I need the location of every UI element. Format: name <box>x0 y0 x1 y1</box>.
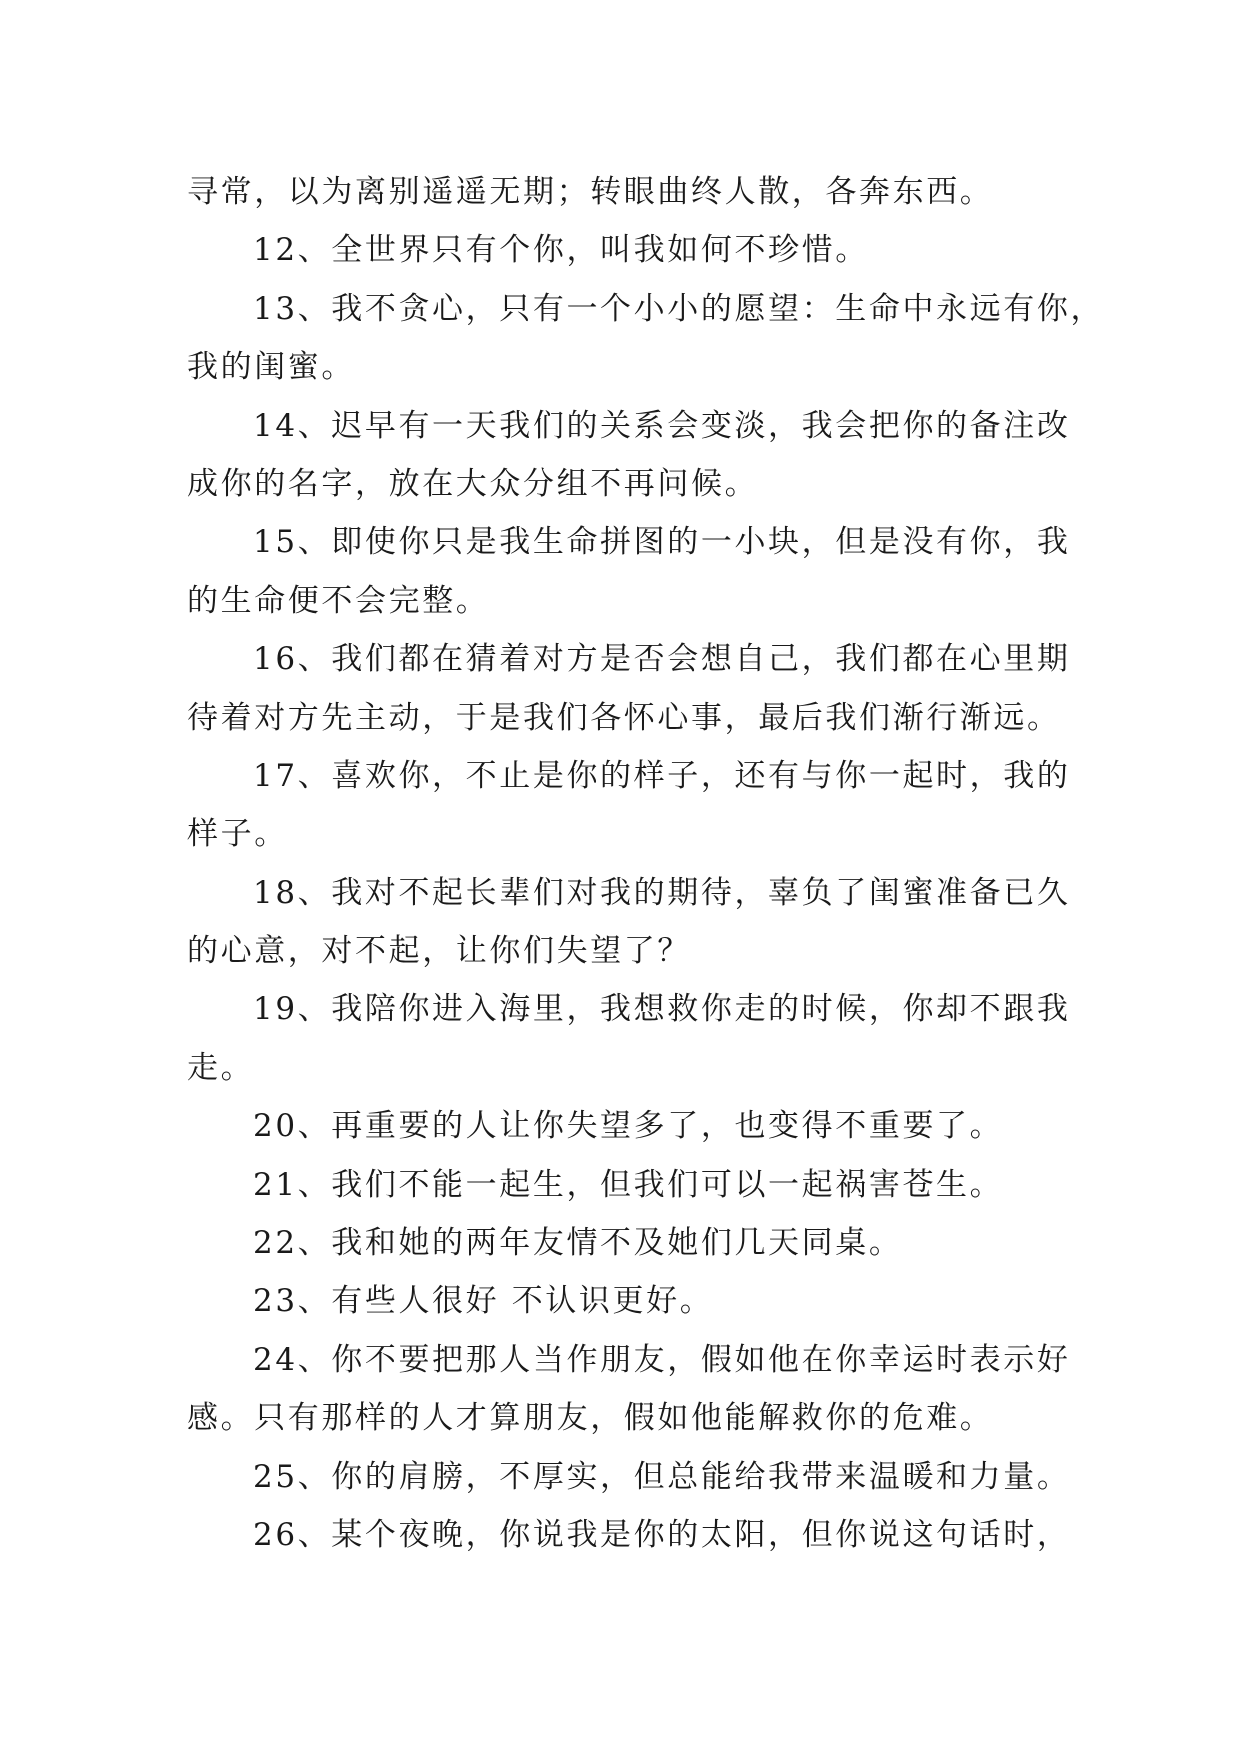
document-body <box>187 163 1105 1564</box>
text-line: 16、我们都在猜着对方是否会想自己，我们都在心里期 <box>253 641 1071 678</box>
text-line: 13、我不贪心，只有一个小小的愿望：生命中永远有你， <box>253 290 1105 327</box>
text-line: 23、有些人很好 不认识更好。 <box>253 1283 714 1320</box>
text-line: 20、再重要的人让你失望多了，也变得不重要了。 <box>253 1108 1004 1145</box>
text-line: 走。 <box>187 1049 255 1086</box>
text-line: 待着对方先主动，于是我们各怀心事，最后我们渐行渐远。 <box>187 699 1061 736</box>
text-line: 成你的名字，放在大众分组不再问候。 <box>187 465 759 502</box>
text-line: 17、喜欢你，不止是你的样子，还有与你一起时，我的 <box>253 757 1071 794</box>
text-line: 24、你不要把那人当作朋友，假如他在你幸运时表示好 <box>253 1341 1071 1378</box>
text-line: 的心意，对不起，让你们失望了？ <box>187 933 691 970</box>
text-line: 我的闺蜜。 <box>187 349 355 386</box>
text-line: 的生命便不会完整。 <box>187 582 490 619</box>
text-line: 19、我陪你进入海里，我想救你走的时候，你却不跟我 <box>253 991 1071 1028</box>
text-line: 12、全世界只有个你，叫我如何不珍惜。 <box>253 232 869 269</box>
text-line: 25、你的肩膀，不厚实，但总能给我带来温暖和力量。 <box>253 1458 1071 1495</box>
text-line: 26、某个夜晚，你说我是你的太阳，但你说这句话时， <box>253 1516 1071 1553</box>
text-line: 15、即使你只是我生命拼图的一小块，但是没有你，我 <box>253 524 1071 561</box>
text-line: 寻常，以为离别遥遥无期；转眼曲终人散，各奔东西。 <box>187 174 994 210</box>
text-line: 18、我对不起长辈们对我的期待，辜负了闺蜜准备已久 <box>253 874 1071 911</box>
text-line: 样子。 <box>187 816 288 853</box>
text-line: 14、迟早有一天我们的关系会变淡，我会把你的备注改 <box>253 407 1071 444</box>
text-line: 感。只有那样的人才算朋友，假如他能解救你的危难。 <box>187 1400 994 1437</box>
text-line: 21、我们不能一起生，但我们可以一起祸害苍生。 <box>253 1166 1004 1203</box>
text-line: 22、我和她的两年友情不及她们几天同桌。 <box>253 1225 903 1262</box>
